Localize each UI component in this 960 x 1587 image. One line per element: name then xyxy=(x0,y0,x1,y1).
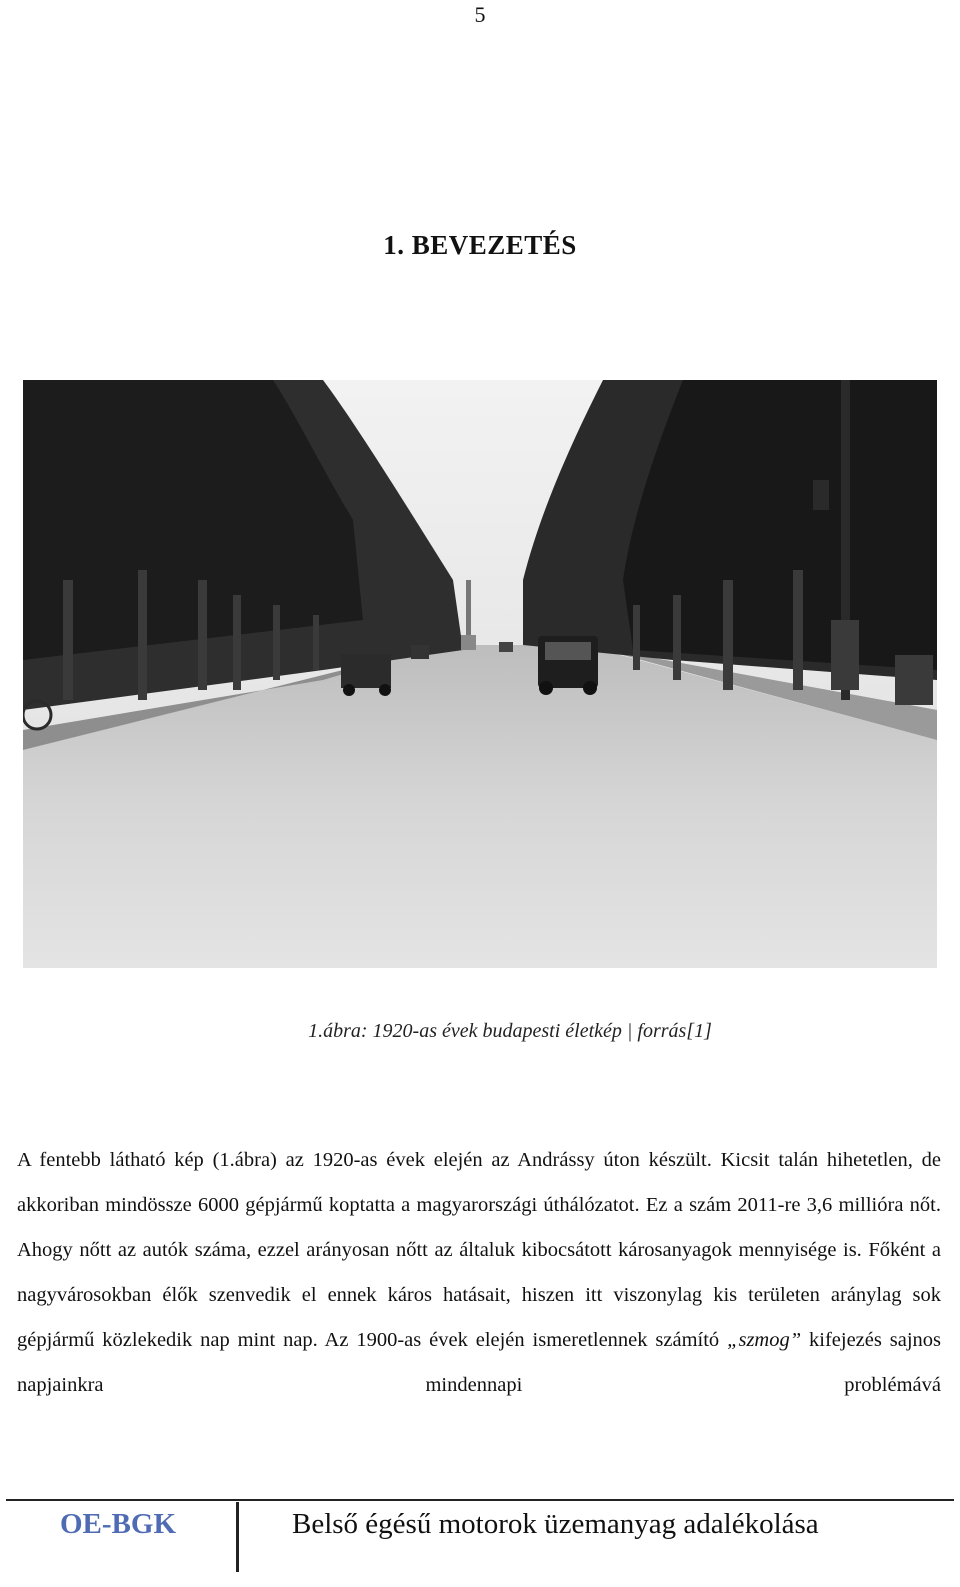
footer-document-title: Belső égésű motorok üzemanyag adalékolása xyxy=(292,1508,819,1540)
footer-institution: OE-BGK xyxy=(60,1508,177,1540)
figure-photo xyxy=(23,380,937,968)
body-emphasis: „szmog” xyxy=(727,1329,802,1351)
footer-rule xyxy=(6,1499,954,1501)
figure-caption: 1.ábra: 1920-as évek budapesti életkép | forrás[1] xyxy=(308,1020,712,1042)
chapter-title: 1. BEVEZETÉS xyxy=(383,230,577,260)
footer-divider xyxy=(236,1502,239,1572)
page-number: 5 xyxy=(474,2,486,27)
body-text-part1: A fentebb látható kép (1.ábra) az 1920-as évek elején az Andrássy úton készült. Kicsit talán hihetetlen, de akkoriban mindössze 6000 gépjármű koptatta a magyarországi úthálózatot. Ez a szám 2011-re 3,6 millióra nőt. Ahogy nőtt az autók száma, ezzel arányosan nőtt az általuk kibocsátott károsanyagok mennyisége is. Főként a nagyvárosokban élők szenvedik el ennek káros hatásait, hiszen itt viszonylag kis területen aránylag sok gépjármű közlekedik nap mint nap. Az 1900-as évek elején ismeretlennek számító xyxy=(17,1149,941,1351)
body-paragraph xyxy=(17,1138,941,1408)
body-text-part2: kifejezés sajnos napjainkra mindennapi problémává xyxy=(17,1329,941,1396)
